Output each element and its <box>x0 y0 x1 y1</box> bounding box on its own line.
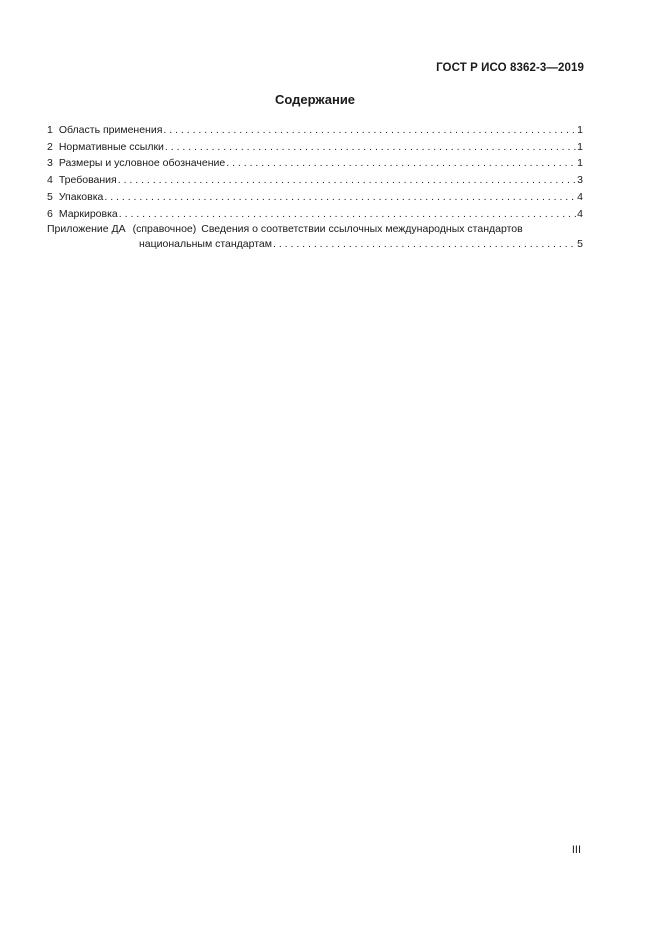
toc-entry-number: 1 <box>47 123 53 136</box>
toc-entry[interactable] <box>47 169 583 186</box>
toc-entry[interactable] <box>47 136 583 153</box>
toc-entry-number: 5 <box>47 190 53 203</box>
toc-leader-dots <box>273 238 576 250</box>
toc-entry-page: 4 <box>577 207 583 220</box>
annex-title-line2: национальным стандартам <box>139 237 272 250</box>
toc-entry-page: 1 <box>577 123 583 136</box>
toc-entry-number: 3 <box>47 157 53 170</box>
annex-title-line1: Сведения о соответствии ссылочных международных стандартов <box>201 222 523 235</box>
toc-entry[interactable] <box>47 119 583 136</box>
toc-leader-dots <box>226 157 576 169</box>
toc-leader-dots <box>119 208 576 220</box>
toc-leader-dots <box>165 141 576 153</box>
toc-entry[interactable] <box>47 153 583 170</box>
toc-entry-label: Упаковка <box>58 190 104 203</box>
toc-entry-label: Область применения <box>58 123 163 136</box>
toc-entry[interactable] <box>47 203 583 220</box>
toc-entry-label: Требования <box>58 174 117 187</box>
toc-entry-label: Размеры и условное обозначение <box>58 157 226 170</box>
toc-entry-number: 6 <box>47 207 53 220</box>
toc-entry-label: Нормативные ссылки <box>58 140 164 153</box>
toc-entry-page: 1 <box>577 140 583 153</box>
annex-page: 5 <box>577 237 583 250</box>
annex-kind: (справочное) <box>132 222 197 235</box>
annex-heading: Приложение ДА <box>47 222 126 235</box>
toc-entry-number: 2 <box>47 140 53 153</box>
table-of-contents <box>47 119 583 250</box>
toc-annex-entry[interactable] <box>47 220 583 250</box>
document-code: ГОСТ Р ИСО 8362-3—2019 <box>436 62 584 74</box>
toc-entry-number: 4 <box>47 174 53 187</box>
toc-leader-dots <box>163 124 576 136</box>
toc-entry-label: Маркировка <box>58 207 118 220</box>
toc-entry[interactable] <box>47 186 583 203</box>
toc-entry-page: 1 <box>577 157 583 170</box>
toc-title: Содержание <box>274 92 356 107</box>
toc-entry-page: 4 <box>577 190 583 203</box>
toc-leader-dots <box>104 191 576 203</box>
toc-leader-dots <box>118 174 576 186</box>
toc-entry-page: 3 <box>577 174 583 187</box>
page-number: III <box>571 844 581 856</box>
